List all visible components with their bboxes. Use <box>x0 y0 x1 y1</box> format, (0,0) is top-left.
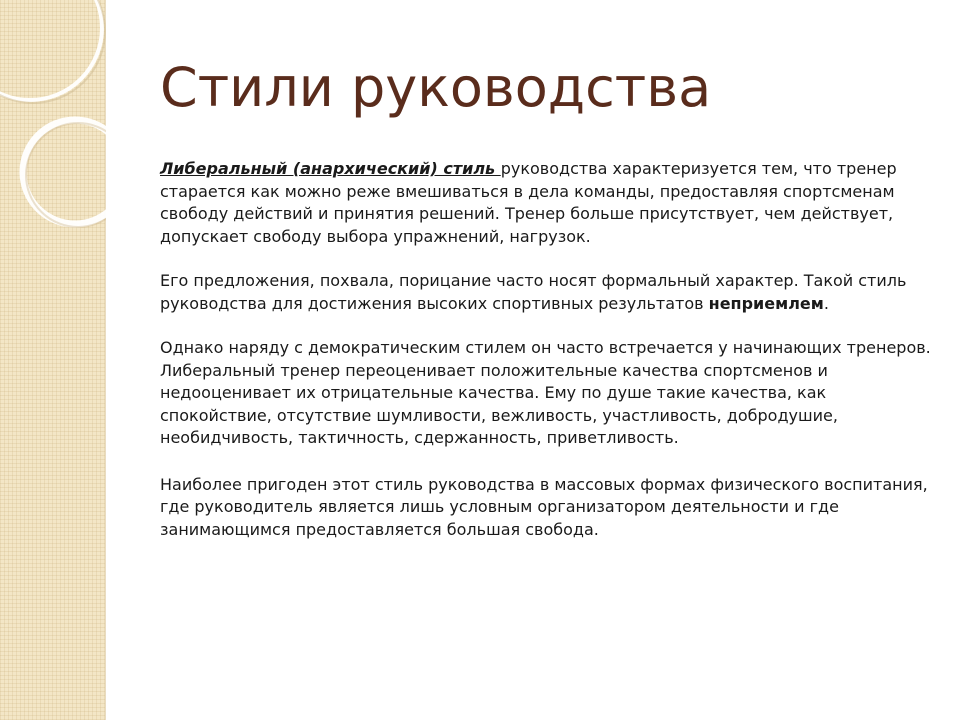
liberal-style-term: Либеральный (анархический) стиль <box>160 159 501 178</box>
paragraph-liberal-style <box>160 158 940 248</box>
paragraph-2-text: Его предложения, похвала, порицание часто носят формальный характер. Такой стиль руководства для достижения высоких спортивных результатов <box>160 271 907 313</box>
paragraph-4-text: Наиболее пригоден этот стиль руководства в массовых формах физического воспитания, где руководитель является лишь условным организатором деятельности и где занимающимся предоставляется большая свобода. <box>160 474 928 539</box>
ring-large <box>0 0 102 100</box>
decorative-rings <box>0 0 106 240</box>
paragraph-1-text: руководства характеризуется тем, что тренер старается как можно реже вмешиваться в дела команды, предоставляя спортсменам свободу действий и принятия решений. Тренер больше присутствует, чем действует, допускает свободу выбора упражнений, нагрузок. <box>160 159 897 246</box>
ring-small <box>23 120 106 224</box>
unacceptable-term: неприемлем <box>708 293 824 313</box>
paragraph-mass-forms <box>160 474 940 542</box>
paragraph-beginner-coaches <box>160 337 940 450</box>
slide-title: Стили руководства <box>160 56 712 119</box>
paragraph-formal-character <box>160 270 940 315</box>
ring-shadow-large <box>0 0 105 103</box>
paragraph-3-text: Однако наряду с демократическим стилем он часто встречается у начинающих тренеров. Либеральный тренер переоценивает положительные качества спортсменов и недооценивает их отрицательные качества. Ему по душе такие качества, как спокойствие, отсутствие шумливости, вежливость, участливость, добродушие, необидчивость, тактичность, сдержанность, приветливость. <box>160 338 931 447</box>
slide-body <box>160 158 940 563</box>
paragraph-2-tail: . <box>823 293 829 313</box>
